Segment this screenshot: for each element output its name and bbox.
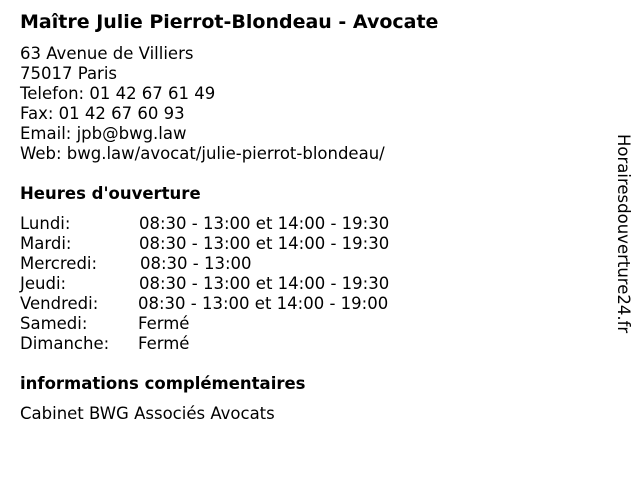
day-hours: 08:30 - 13:00 et 14:00 - 19:30 <box>139 274 390 293</box>
site-watermark: Horairesdouverture24.fr <box>614 134 633 334</box>
day-hours: 08:30 - 13:00 <box>140 254 252 273</box>
address-city: 75017 Paris <box>20 64 118 83</box>
additional-info-heading: informations complémentaires <box>20 374 306 393</box>
day-label: Mercredi: <box>20 254 98 273</box>
day-label: Samedi: <box>20 314 88 333</box>
day-label: Vendredi: <box>20 294 99 313</box>
address-street: 63 Avenue de Villiers <box>20 44 194 63</box>
opening-hours-heading: Heures d'ouverture <box>20 184 201 203</box>
fax-number: Fax: 01 42 67 60 93 <box>20 104 185 123</box>
email-address: Email: jpb@bwg.law <box>20 124 187 143</box>
day-label: Jeudi: <box>20 274 67 293</box>
day-label: Dimanche: <box>20 334 110 353</box>
day-label: Lundi: <box>20 214 71 233</box>
additional-info-text: Cabinet BWG Associés Avocats <box>20 404 275 423</box>
day-hours: 08:30 - 13:00 et 14:00 - 19:30 <box>139 214 390 233</box>
page-title: Maître Julie Pierrot-Blondeau - Avocate <box>20 11 439 33</box>
phone-number: Telefon: 01 42 67 61 49 <box>20 84 216 103</box>
website-url: Web: bwg.law/avocat/julie-pierrot-blondeau/ <box>20 144 385 163</box>
day-hours: 08:30 - 13:00 et 14:00 - 19:00 <box>138 294 389 313</box>
day-hours: Fermé <box>138 314 190 333</box>
day-label: Mardi: <box>20 234 72 253</box>
day-hours: 08:30 - 13:00 et 14:00 - 19:30 <box>139 234 390 253</box>
day-hours: Fermé <box>138 334 190 353</box>
